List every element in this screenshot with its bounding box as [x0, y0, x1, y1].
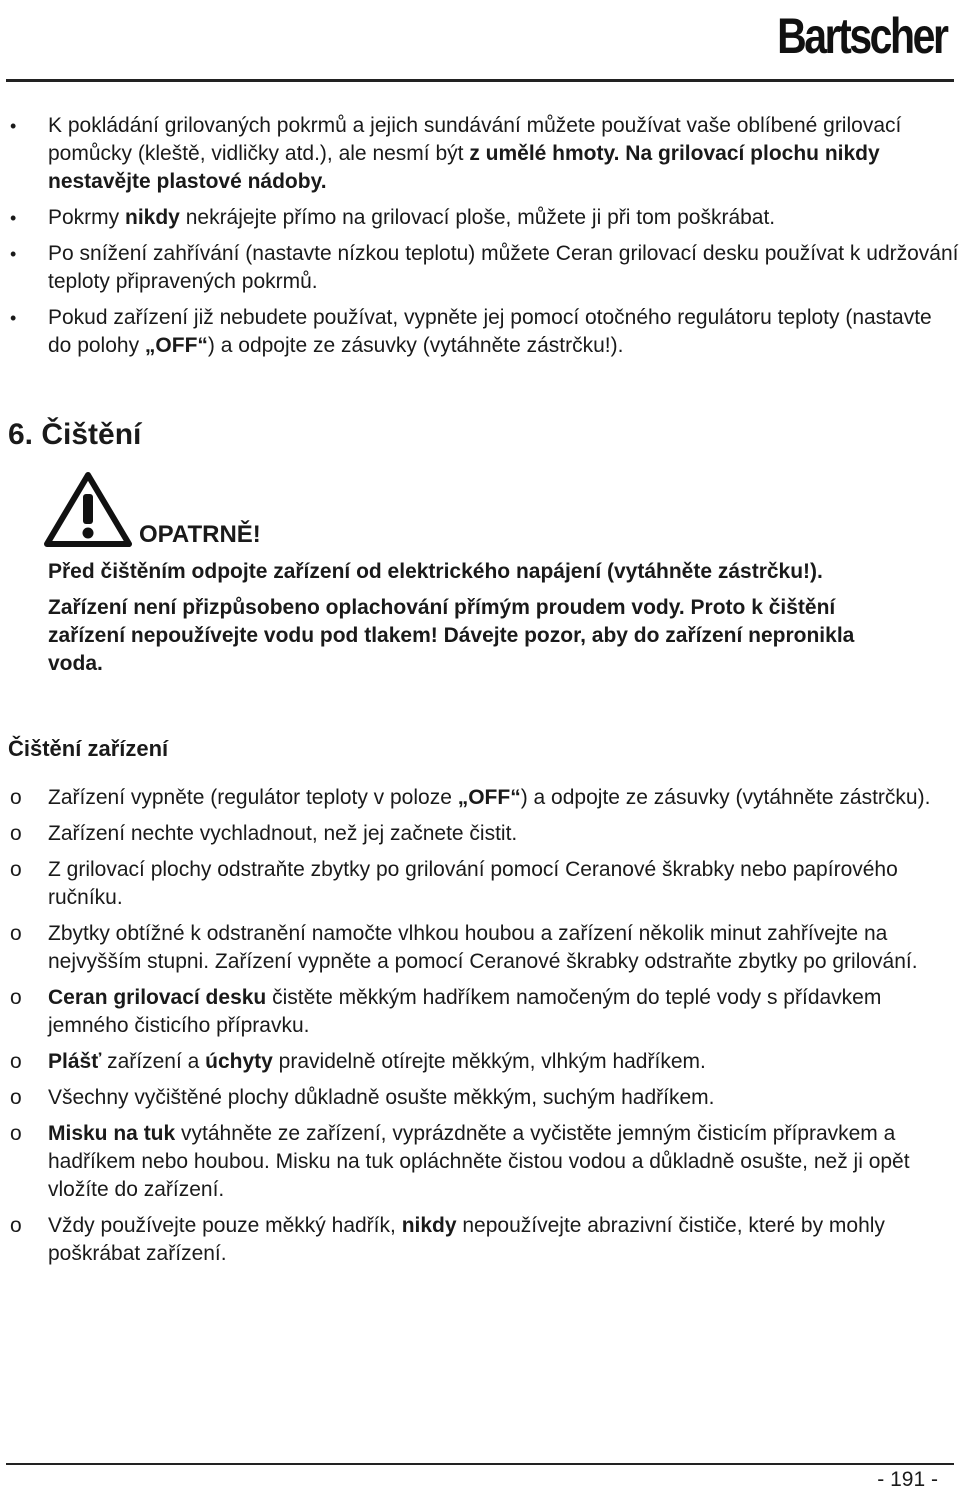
- brand-logo: Bartscher: [776, 8, 946, 64]
- item-text: K pokládání grilovaných pokrmů a jejich sundávání můžete používat vaše oblíbené grilovací pomůcky (kleště, vidličky atd.), ale nesmí být: [48, 114, 902, 165]
- item-text: Zbytky obtížné k odstranění namočte vlhkou houbou a zařízení několik minut zahřívejte na nejvyšším stupni. Zařízení vypněte a pomocí Ceranové škrabky odstraňte zbytky po grilování.: [48, 922, 918, 973]
- list-item: [0, 204, 960, 232]
- emphasis-text: nikdy: [401, 1214, 457, 1237]
- item-text: nekrájejte přímo na grilovací ploše, můžete ji při tom poškrábat.: [179, 206, 776, 229]
- item-text: pravidelně otírejte měkkým, vlhkým hadříkem.: [272, 1050, 706, 1073]
- list-item: [0, 1120, 960, 1204]
- list-marker: o: [10, 822, 22, 845]
- warning-triangle-icon: [44, 472, 132, 548]
- emphasis-text: Ceran grilovací desku: [48, 986, 267, 1009]
- emphasis-text: Na grilovací plochu nikdy nestavějte plastové nádoby.: [48, 142, 880, 193]
- emphasis-text: „OFF“: [144, 334, 208, 357]
- list-item: [0, 1048, 960, 1076]
- footer-divider: [6, 1463, 954, 1465]
- emphasis-text: Plášť: [48, 1050, 102, 1073]
- list-item: [0, 240, 960, 296]
- item-text: čistěte měkkým hadříkem namočeným do teplé vody s přídavkem jemného čisticího přípravku.: [48, 986, 882, 1037]
- warning-paragraph: Před čištěním odpojte zařízení od elektrického napájení (vytáhněte zástrčku!).: [48, 560, 823, 583]
- emphasis-text: z umělé hmoty.: [469, 142, 620, 165]
- list-marker: •: [10, 208, 17, 228]
- list-marker: •: [10, 308, 17, 328]
- list-item: [0, 1084, 960, 1112]
- item-text: Pokud zařízení již nebudete používat, vypněte jej pomocí otočného regulátoru teploty (nastavte do polohy: [48, 306, 932, 357]
- list-marker: o: [10, 1214, 22, 1237]
- emphasis-text: úchyty: [205, 1050, 273, 1073]
- item-text: ) a odpojte ze zásuvky (vytáhněte zástrčku).: [520, 786, 931, 809]
- list-item: [0, 820, 960, 848]
- list-marker: o: [10, 858, 22, 881]
- warning-label: OPATRNĚ!: [139, 521, 261, 548]
- item-text: zařízení a: [101, 1050, 206, 1073]
- page-number: - 191 -: [877, 1468, 938, 1491]
- list-marker: o: [10, 1122, 22, 1145]
- list-marker: •: [10, 116, 17, 136]
- emphasis-text: Misku na tuk: [48, 1122, 176, 1145]
- item-text: Všechny vyčištěné plochy důkladně osušte měkkým, suchým hadříkem.: [48, 1086, 715, 1109]
- list-item: [0, 1212, 960, 1268]
- list-marker: o: [10, 986, 22, 1009]
- item-text: Po snížení zahřívání (nastavte nízkou teplotu) můžete Ceran grilovací desku používat k udržování teploty připravených pokrmů.: [48, 242, 959, 293]
- warning-text: [48, 558, 878, 686]
- list-marker: •: [10, 244, 17, 264]
- item-text: vytáhněte ze zařízení, vyprázdněte a vyčistěte jemným čisticím přípravkem a hadříkem nebo houbou. Misku na tuk opláchněte čistou vodou a důkladně osušte, než ji opět vložíte do zařízení.: [48, 1122, 910, 1201]
- emphasis-text: „OFF“: [457, 786, 521, 809]
- item-text: ) a odpojte ze zásuvky (vytáhněte zástrčku!).: [207, 334, 624, 357]
- list-marker: o: [10, 1050, 22, 1073]
- subsection-title: Čištění zařízení: [8, 736, 169, 761]
- item-text: Pokrmy: [48, 206, 126, 229]
- list-item: [0, 856, 960, 912]
- warning-paragraph: Zařízení není přizpůsobeno oplachování přímým proudem vody. Proto k čištění zařízení nepoužívejte vodu pod tlakem! Dávejte pozor, aby do zařízení nepronikla voda.: [48, 596, 855, 675]
- item-text: Z grilovací plochy odstraňte zbytky po grilování pomocí Ceranové škrabky nebo papírového ručníku.: [48, 858, 898, 909]
- item-text: Vždy používejte pouze měkký hadřík,: [48, 1214, 402, 1237]
- item-text: nepoužívejte abrazivní čističe, které by mohly poškrábat zařízení.: [48, 1214, 885, 1265]
- item-text: Zařízení vypněte (regulátor teploty v poloze: [48, 786, 458, 809]
- list-item: [0, 920, 960, 976]
- header-divider: [6, 79, 954, 82]
- item-text: Zařízení nechte vychladnout, než jej začnete čistit.: [48, 822, 518, 845]
- emphasis-text: nikdy: [125, 206, 180, 229]
- list-item: [0, 984, 960, 1040]
- section-title: 6. Čištění: [8, 418, 142, 451]
- list-marker: o: [10, 786, 22, 809]
- usage-notes-list: [0, 112, 960, 368]
- list-marker: o: [10, 1086, 22, 1109]
- list-item: [0, 112, 960, 196]
- list-marker: o: [10, 922, 22, 945]
- cleaning-steps-list: [0, 784, 960, 1276]
- list-item: [0, 784, 960, 812]
- list-item: [0, 304, 960, 360]
